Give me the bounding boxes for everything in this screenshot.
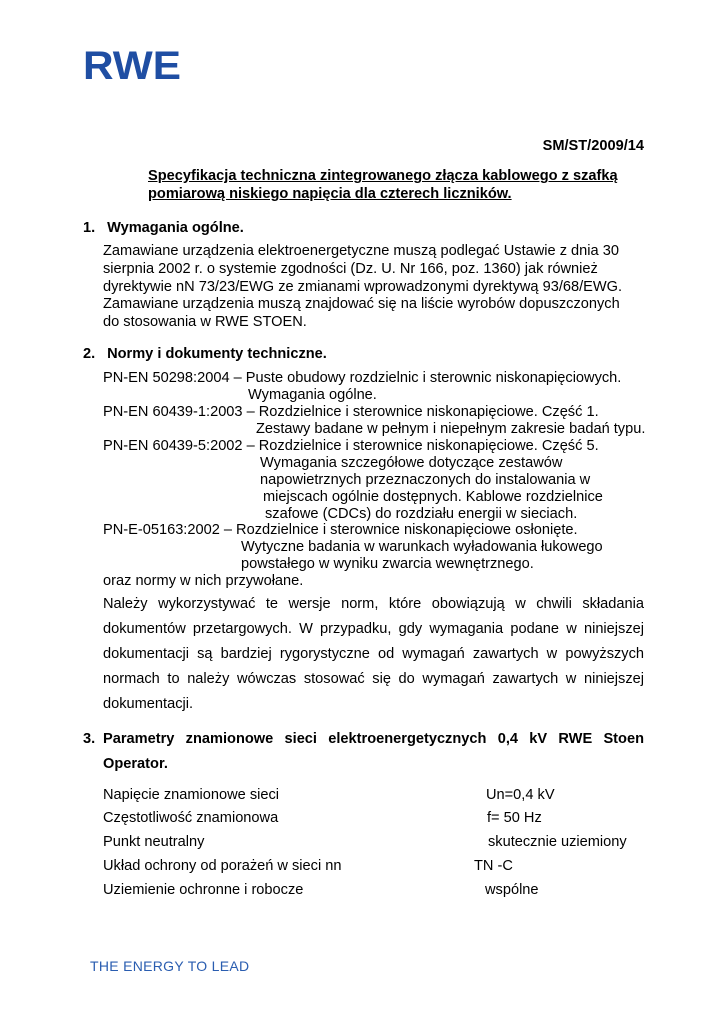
parameter-value: skutecznie uziemiony bbox=[488, 834, 627, 850]
title-line: Specyfikacja techniczna zintegrowanego złącza kablowego z szafką bbox=[148, 168, 618, 184]
text-line: sierpnia 2002 r. o systemie zgodności (Dz. U. Nr 166, poz. 1360) jak również bbox=[103, 260, 598, 277]
section-1-text bbox=[103, 243, 622, 332]
parameter-label: Punkt neutralny bbox=[103, 834, 205, 850]
norm-line: Wymagania szczegółowe dotyczące zestawów bbox=[260, 455, 563, 471]
parameter-row bbox=[103, 810, 663, 834]
parameter-value: wspólne bbox=[485, 882, 539, 898]
parameter-row bbox=[103, 787, 663, 811]
logo-text: RWE bbox=[83, 46, 181, 82]
text-line: do stosowania w RWE STOEN. bbox=[103, 314, 307, 331]
norm-line: oraz normy w nich przywołane. bbox=[103, 573, 304, 589]
parameter-value: f= 50 Hz bbox=[487, 810, 542, 826]
rwe-logo-graphic bbox=[83, 46, 183, 82]
section-1-heading bbox=[83, 220, 244, 236]
parameter-row bbox=[103, 882, 663, 906]
text-line: dyrektywie nN 73/23/EWG ze zmianami wprowadzonymi dyrektywą 93/68/EWG. bbox=[103, 278, 623, 295]
norm-line: powstałego w wyniku zwarcia wewnętrznego. bbox=[241, 556, 534, 572]
norm-line: Wymagania ogólne. bbox=[248, 387, 377, 403]
section-number: 2. bbox=[83, 346, 96, 362]
norm-line: PN-EN 60439-1:2003 – Rozdzielnice i sterownice niskonapięciowe. Część 1. bbox=[103, 404, 599, 420]
parameter-row bbox=[103, 858, 663, 882]
text-line: Zamawiane urządzenia elektroenergetyczne muszą podlegać Ustawie z dnia 30 bbox=[103, 243, 619, 259]
norm-line: szafowe (CDCs) do rozdziału energii w sieciach. bbox=[265, 506, 578, 522]
norm-line: PN-EN 50298:2004 – Puste obudowy rozdzielnic i sterownic niskonapięciowych. bbox=[103, 370, 622, 386]
parameter-label: Układ ochrony od porażeń w sieci nn bbox=[103, 858, 342, 874]
norm-line: Zestawy badane w pełnym i niepełnym zakresie badań typu. bbox=[256, 421, 646, 437]
text-line: Zamawiane urządzenia muszą znajdować się na liście wyrobów dopuszczonych bbox=[103, 296, 620, 313]
norm-line: napowietrznych przeznaczonych do instalowania w bbox=[260, 472, 591, 488]
document-number: SM/ST/2009/14 bbox=[542, 138, 644, 154]
section-title: Normy i dokumenty techniczne. bbox=[107, 346, 327, 362]
section-3-heading bbox=[83, 727, 644, 777]
section-title: Wymagania ogólne. bbox=[107, 220, 244, 236]
footer-slogan: THE ENERGY TO LEAD bbox=[90, 958, 250, 974]
norm-line: PN-EN 60439-5:2002 – Rozdzielnice i sterownice niskonapięciowe. Część 5. bbox=[103, 438, 599, 454]
parameter-value: TN -C bbox=[474, 858, 513, 874]
section-number: 1. bbox=[83, 220, 96, 236]
section-2-heading bbox=[83, 346, 327, 362]
parameter-row bbox=[103, 834, 663, 858]
parameter-label: Częstotliwość znamionowa bbox=[103, 810, 279, 826]
title-line: pomiarową niskiego napięcia dla czterech liczników. bbox=[148, 186, 512, 202]
norm-line: Wytyczne badania w warunkach wyładowania łukowego bbox=[241, 539, 603, 555]
parameter-label: Uziemienie ochronne i robocze bbox=[103, 882, 304, 898]
section-title: Parametry znamionowe sieci elektroenergetycznych 0,4 kV RWE Stoen Operator. bbox=[103, 731, 644, 772]
rwe-logo bbox=[83, 46, 183, 82]
norm-line: PN-E-05163:2002 – Rozdzielnice i sterownice niskonapięciowe osłonięte. bbox=[103, 522, 578, 538]
norm-line: miejscach ogólnie dostępnych. Kablowe rozdzielnice bbox=[263, 489, 603, 505]
parameter-value: Un=0,4 kV bbox=[486, 787, 555, 803]
section-2-paragraph: Należy wykorzystywać te wersje norm, które obowiązują w chwili składania dokumentów przetargowych. W przypadku, gdy wymagania podane w niniejszej dokumentacji są bardziej rygorystyczne od wymagań zawartych w powyższych normach to należy wówczas stosować się do wymagań zawartych w niniejszej dokumentacji. bbox=[103, 596, 644, 712]
parameter-label: Napięcie znamionowe sieci bbox=[103, 787, 280, 803]
document-title bbox=[148, 167, 618, 203]
section-number: 3. bbox=[83, 731, 96, 747]
